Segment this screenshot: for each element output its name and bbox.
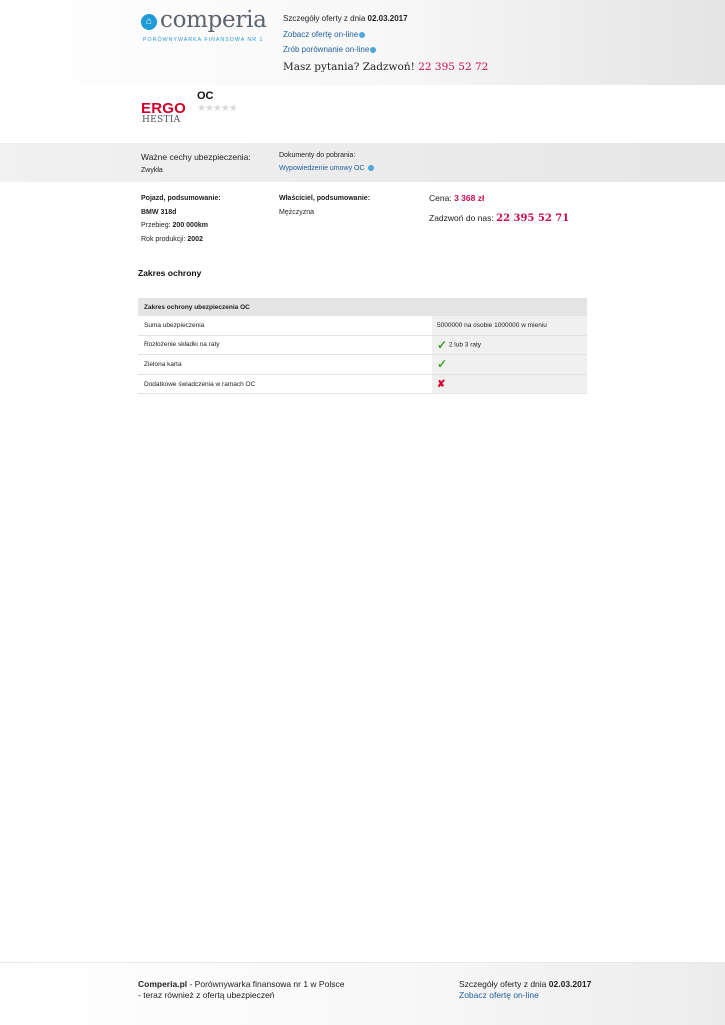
owner-gender: Mężczyzna [279, 208, 315, 216]
footer-date: 02.03.2017 [548, 979, 592, 989]
info-icon [359, 32, 365, 38]
footer-brand: Comperia.pl [138, 979, 188, 989]
logo-wordmark: comperia [160, 7, 267, 33]
mileage-label: Przebieg: [141, 222, 171, 229]
footer-offer [459, 979, 591, 1001]
row-label: Rozłożenie składki na raty [138, 335, 432, 355]
product-name: OC [197, 90, 214, 102]
footer-date-prefix: Szczegóły oferty z dnia [459, 979, 547, 989]
comperia-logo[interactable] [141, 7, 271, 47]
contact-question [283, 61, 488, 73]
table-row [138, 335, 587, 355]
offer-date-line [283, 14, 408, 23]
row-value-cell [432, 335, 587, 355]
offer-date: 02.03.2017 [367, 14, 408, 23]
logo-tagline: PORÓWNYWARKA FINANSOWA NR 1 [143, 37, 264, 43]
check-icon: ✓ [437, 337, 448, 352]
question-text: Masz pytania? Zadzwoń! [283, 61, 415, 73]
view-offer-label[interactable]: Zobacz ofertę on-line [283, 30, 359, 39]
owner-summary [279, 192, 370, 219]
vehicle-summary [141, 192, 221, 246]
row-label: Dodatkowe świadczenia w ramach OC [138, 374, 432, 394]
price-value: 3 368 zł [454, 193, 485, 203]
row-label: Zielona karta [138, 355, 432, 375]
offer-date-prefix: Szczegóły oferty z dnia [283, 14, 366, 23]
vehicle-title: Pojazd, podsumowanie: [141, 195, 221, 202]
documents-title: Dokumenty do pobrania: [279, 152, 356, 159]
footer-view-offer-link[interactable]: Zobacz ofertę on-line [459, 990, 539, 1000]
footer-line2: - teraz również z ofertą ubezpieczeń [138, 990, 275, 1000]
call-us [429, 213, 569, 224]
price [429, 193, 484, 203]
features-value: Zwykła [141, 167, 163, 174]
vehicle-model: BMW 318d [141, 208, 177, 216]
year-value: 2002 [187, 235, 203, 243]
call-phone[interactable]: 22 395 52 71 [496, 213, 570, 224]
footer-line1: - Porównywarka finansowa nr 1 w Polsce [187, 979, 345, 989]
call-label: Zadzwoń do nas: [429, 213, 494, 223]
row-value: 2 lub 3 raty [448, 341, 482, 349]
ergo-hestia-logo [141, 100, 186, 128]
cross-icon: ✘ [437, 378, 446, 390]
coverage-table [138, 298, 587, 394]
table-header-row [138, 298, 587, 316]
row-value-cell [432, 355, 587, 375]
footer-about [138, 979, 344, 1001]
footer [0, 962, 725, 1025]
table-header: Zakres ochrony ubezpieczenia OC [138, 298, 587, 316]
price-label: Cena: [429, 193, 452, 203]
row-label: Suma ubezpieczenia [138, 316, 432, 335]
features-title: Ważne cechy ubezpieczenia: [141, 152, 251, 162]
mileage-value: 200 000km [172, 222, 208, 229]
row-value: 5000000 na osobie 1000000 w mieniu [432, 316, 587, 335]
document-link[interactable] [279, 165, 374, 172]
check-icon: ✓ [437, 357, 448, 372]
view-offer-link[interactable] [283, 30, 365, 39]
row-value-cell [432, 374, 587, 394]
coverage-section-title: Zakres ochrony [138, 268, 202, 278]
logo-ergo: ERGO [141, 100, 186, 117]
header-phone[interactable]: 22 395 52 72 [418, 61, 489, 73]
table-row [138, 374, 587, 394]
info-icon [368, 165, 374, 171]
year-label: Rok produkcji: [141, 235, 186, 243]
rating-stars-icon: ★★★★★ [197, 103, 237, 114]
document-link-label[interactable]: Wypowiedzenie umowy OC [279, 165, 365, 172]
comperia-logo-icon: ⌂ [141, 14, 157, 30]
info-icon [370, 47, 376, 53]
compare-link[interactable] [283, 45, 376, 54]
table-row [138, 316, 587, 335]
features-band [0, 143, 725, 182]
table-row [138, 355, 587, 375]
compare-label[interactable]: Zrób porównanie on-line [283, 45, 370, 54]
owner-title: Właściciel, podsumowanie: [279, 195, 371, 202]
logo-hestia: HESTIA [142, 115, 181, 125]
